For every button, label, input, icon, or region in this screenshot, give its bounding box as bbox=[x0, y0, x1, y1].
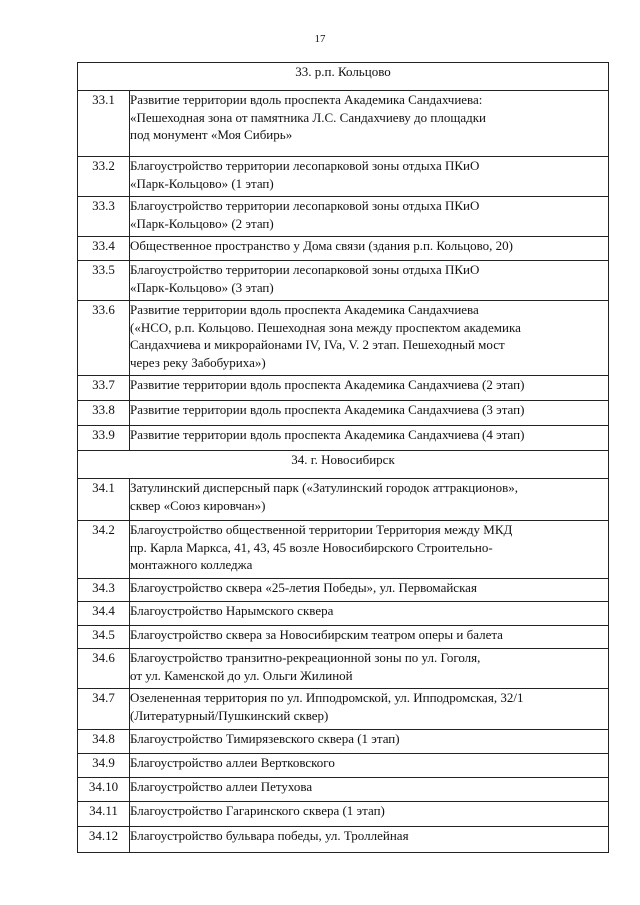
description-line: Развитие территории вдоль проспекта Академика Сандахчиева bbox=[130, 302, 479, 317]
table-row bbox=[78, 626, 609, 649]
row-description bbox=[130, 479, 609, 521]
description-line: Благоустройство территории лесопарковой зоны отдыха ПКиО bbox=[130, 198, 480, 213]
description-line: Благоустройство Тимирязевского сквера (1 этап) bbox=[130, 731, 400, 746]
description-line: Благоустройство Гагаринского сквера (1 этап) bbox=[130, 803, 385, 818]
row-description bbox=[130, 602, 609, 626]
row-description bbox=[130, 521, 609, 579]
description-line: «Парк-Кольцово» (2 этап) bbox=[130, 215, 274, 231]
description-line: Благоустройство аллеи Петухова bbox=[130, 779, 313, 794]
row-number: 34.10 bbox=[78, 778, 130, 802]
table-row bbox=[78, 754, 609, 778]
row-number: 33.8 bbox=[78, 401, 130, 426]
row-description bbox=[130, 754, 609, 778]
section-header-row bbox=[78, 63, 609, 91]
row-description bbox=[130, 376, 609, 401]
description-line: Развитие территории вдоль проспекта Академика Сандахчиева (3 этап) bbox=[130, 402, 525, 417]
description-line: «Пешеходная зона от памятника Л.С. Сандахчиеву до площадки bbox=[130, 109, 486, 125]
row-number: 34.6 bbox=[78, 649, 130, 689]
description-line: Благоустройство Нарымского сквера bbox=[130, 603, 334, 618]
row-description bbox=[130, 426, 609, 451]
row-description bbox=[130, 237, 609, 261]
section-header-row bbox=[78, 451, 609, 479]
projects-table bbox=[77, 62, 609, 853]
table-row bbox=[78, 802, 609, 827]
row-description bbox=[130, 778, 609, 802]
description-line: Благоустройство общественной территории Территория между МКД bbox=[130, 522, 513, 537]
row-description bbox=[130, 197, 609, 237]
row-description bbox=[130, 802, 609, 827]
description-line: от ул. Каменской до ул. Ольги Жилиной bbox=[130, 667, 353, 683]
description-line: монтажного колледжа bbox=[130, 557, 253, 572]
row-number: 33.5 bbox=[78, 261, 130, 301]
row-number: 34.1 bbox=[78, 479, 130, 521]
projects-table-body bbox=[78, 63, 609, 853]
row-description bbox=[130, 626, 609, 649]
table-row bbox=[78, 261, 609, 301]
row-number: 33.2 bbox=[78, 157, 130, 197]
page-number: 17 bbox=[314, 33, 326, 45]
table-row bbox=[78, 376, 609, 401]
description-line: Благоустройство сквера за Новосибирским театром оперы и балета bbox=[130, 627, 503, 642]
row-description bbox=[130, 261, 609, 301]
table-row bbox=[78, 602, 609, 626]
row-description bbox=[130, 649, 609, 689]
row-number: 33.6 bbox=[78, 301, 130, 376]
row-number: 33.1 bbox=[78, 91, 130, 157]
row-number: 34.12 bbox=[78, 827, 130, 853]
row-number: 34.4 bbox=[78, 602, 130, 626]
description-line: Благоустройство аллеи Вертковского bbox=[130, 755, 335, 770]
row-number: 34.2 bbox=[78, 521, 130, 579]
description-line: Благоустройство транзитно-рекреационной зоны по ул. Гоголя, bbox=[130, 650, 481, 665]
table-row bbox=[78, 730, 609, 754]
description-line: Развитие территории вдоль проспекта Академика Сандахчиева: bbox=[130, 92, 483, 107]
description-line: Сандахчиева и микрорайонами IV, IVa, V. 2 этап. Пешеходный мост bbox=[130, 337, 505, 352]
table-row bbox=[78, 521, 609, 579]
description-line: Благоустройство территории лесопарковой зоны отдыха ПКиО bbox=[130, 262, 480, 277]
row-number: 34.11 bbox=[78, 802, 130, 827]
description-line: «Парк-Кольцово» (1 этап) bbox=[130, 175, 274, 191]
row-description bbox=[130, 301, 609, 376]
description-line: пр. Карла Маркса, 41, 43, 45 возле Новосибирского Строительно- bbox=[130, 539, 493, 555]
row-description bbox=[130, 730, 609, 754]
table-row bbox=[78, 689, 609, 730]
description-line: под монумент «Моя Сибирь» bbox=[130, 127, 293, 142]
table-row bbox=[78, 157, 609, 197]
description-line: (Литературный/Пушкинский сквер) bbox=[130, 707, 329, 723]
description-line: Развитие территории вдоль проспекта Академика Сандахчиева (4 этап) bbox=[130, 427, 525, 442]
row-description bbox=[130, 827, 609, 853]
description-line: Затулинский дисперсный парк («Затулинский городок аттракционов», bbox=[130, 480, 519, 495]
description-line: Общественное пространство у Дома связи (здания р.п. Кольцово, 20) bbox=[130, 238, 514, 253]
row-description bbox=[130, 689, 609, 730]
row-description bbox=[130, 157, 609, 197]
table-row bbox=[78, 827, 609, 853]
table-row bbox=[78, 579, 609, 602]
description-line: через реку Забобуриха») bbox=[130, 354, 266, 370]
table-row bbox=[78, 91, 609, 157]
description-line: «Парк-Кольцово» (3 этап) bbox=[130, 279, 274, 295]
row-number: 33.3 bbox=[78, 197, 130, 237]
row-description bbox=[130, 579, 609, 602]
row-number: 33.4 bbox=[78, 237, 130, 261]
row-number: 33.7 bbox=[78, 376, 130, 401]
description-line: Благоустройство бульвара победы, ул. Троллейная bbox=[130, 828, 409, 843]
section-title: 33. р.п. Кольцово bbox=[78, 63, 609, 91]
table-row bbox=[78, 479, 609, 521]
table-row bbox=[78, 778, 609, 802]
table-row bbox=[78, 426, 609, 451]
row-number: 34.9 bbox=[78, 754, 130, 778]
row-number: 34.7 bbox=[78, 689, 130, 730]
description-line: сквер «Союз кировчан») bbox=[130, 497, 266, 513]
row-number: 33.9 bbox=[78, 426, 130, 451]
row-number: 34.5 bbox=[78, 626, 130, 649]
description-line: Благоустройство территории лесопарковой зоны отдыха ПКиО bbox=[130, 158, 480, 173]
description-line: Озелененная территория по ул. Ипподромской, ул. Ипподромская, 32/1 bbox=[130, 690, 524, 705]
table-row bbox=[78, 401, 609, 426]
row-number: 34.3 bbox=[78, 579, 130, 602]
row-description bbox=[130, 91, 609, 157]
table-row bbox=[78, 197, 609, 237]
row-number: 34.8 bbox=[78, 730, 130, 754]
section-title: 34. г. Новосибирск bbox=[78, 451, 609, 479]
row-description bbox=[130, 401, 609, 426]
description-line: Развитие территории вдоль проспекта Академика Сандахчиева (2 этап) bbox=[130, 377, 525, 392]
description-line: Благоустройство сквера «25-летия Победы», ул. Первомайская bbox=[130, 580, 477, 595]
table-row bbox=[78, 649, 609, 689]
table-row bbox=[78, 301, 609, 376]
table-row bbox=[78, 237, 609, 261]
description-line: («НСО, р.п. Кольцово. Пешеходная зона между проспектом академика bbox=[130, 319, 521, 335]
